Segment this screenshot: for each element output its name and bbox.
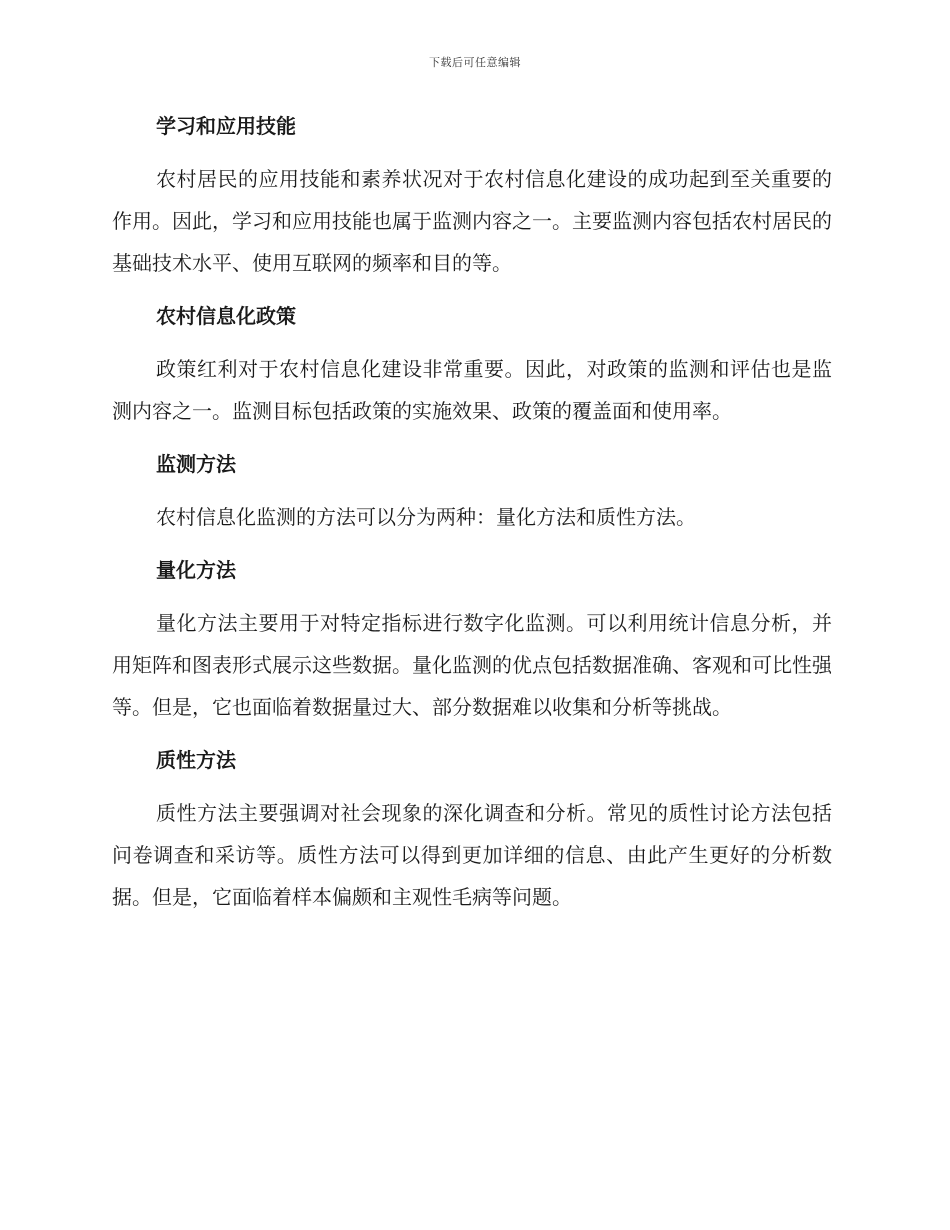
section-paragraph-qualitative: 质性方法主要强调对社会现象的深化调查和分析。常见的质性讨论方法包括问卷调查和采访等。质性方法可以得到更加详细的信息、由此产生更好的分析数据。但是，它面临着样本偏颇和主观性毛病等问题。 [112, 801, 832, 909]
section-heading-qualitative: 质性方法 [156, 748, 236, 772]
section-heading-policy: 农村信息化政策 [156, 304, 296, 328]
section-heading-skills: 学习和应用技能 [156, 114, 296, 138]
section-heading-methods: 监测方法 [156, 452, 236, 476]
section-paragraph-methods: 农村信息化监测的方法可以分为两种：量化方法和质性方法。 [156, 505, 696, 529]
document-body [112, 108, 832, 932]
page-header-note: 下载后可任意编辑 [429, 56, 521, 69]
section-heading-quantitative: 量化方法 [156, 558, 236, 582]
section-paragraph-quantitative: 量化方法主要用于对特定指标进行数字化监测。可以利用统计信息分析，并用矩阵和图表形式展示这些数据。量化监测的优点包括数据准确、客观和可比性强等。但是，它也面临着数据量过大、部分数据难以收集和分析等挑战。 [112, 611, 832, 719]
section-paragraph-skills: 农村居民的应用技能和素养状况对于农村信息化建设的成功起到至关重要的作用。因此，学习和应用技能也属于监测内容之一。主要监测内容包括农村居民的基础技术水平、使用互联网的频率和目的等。 [112, 167, 832, 275]
section-paragraph-policy: 政策红利对于农村信息化建设非常重要。因此，对政策的监测和评估也是监测内容之一。监测目标包括政策的实施效果、政策的覆盖面和使用率。 [112, 357, 832, 423]
